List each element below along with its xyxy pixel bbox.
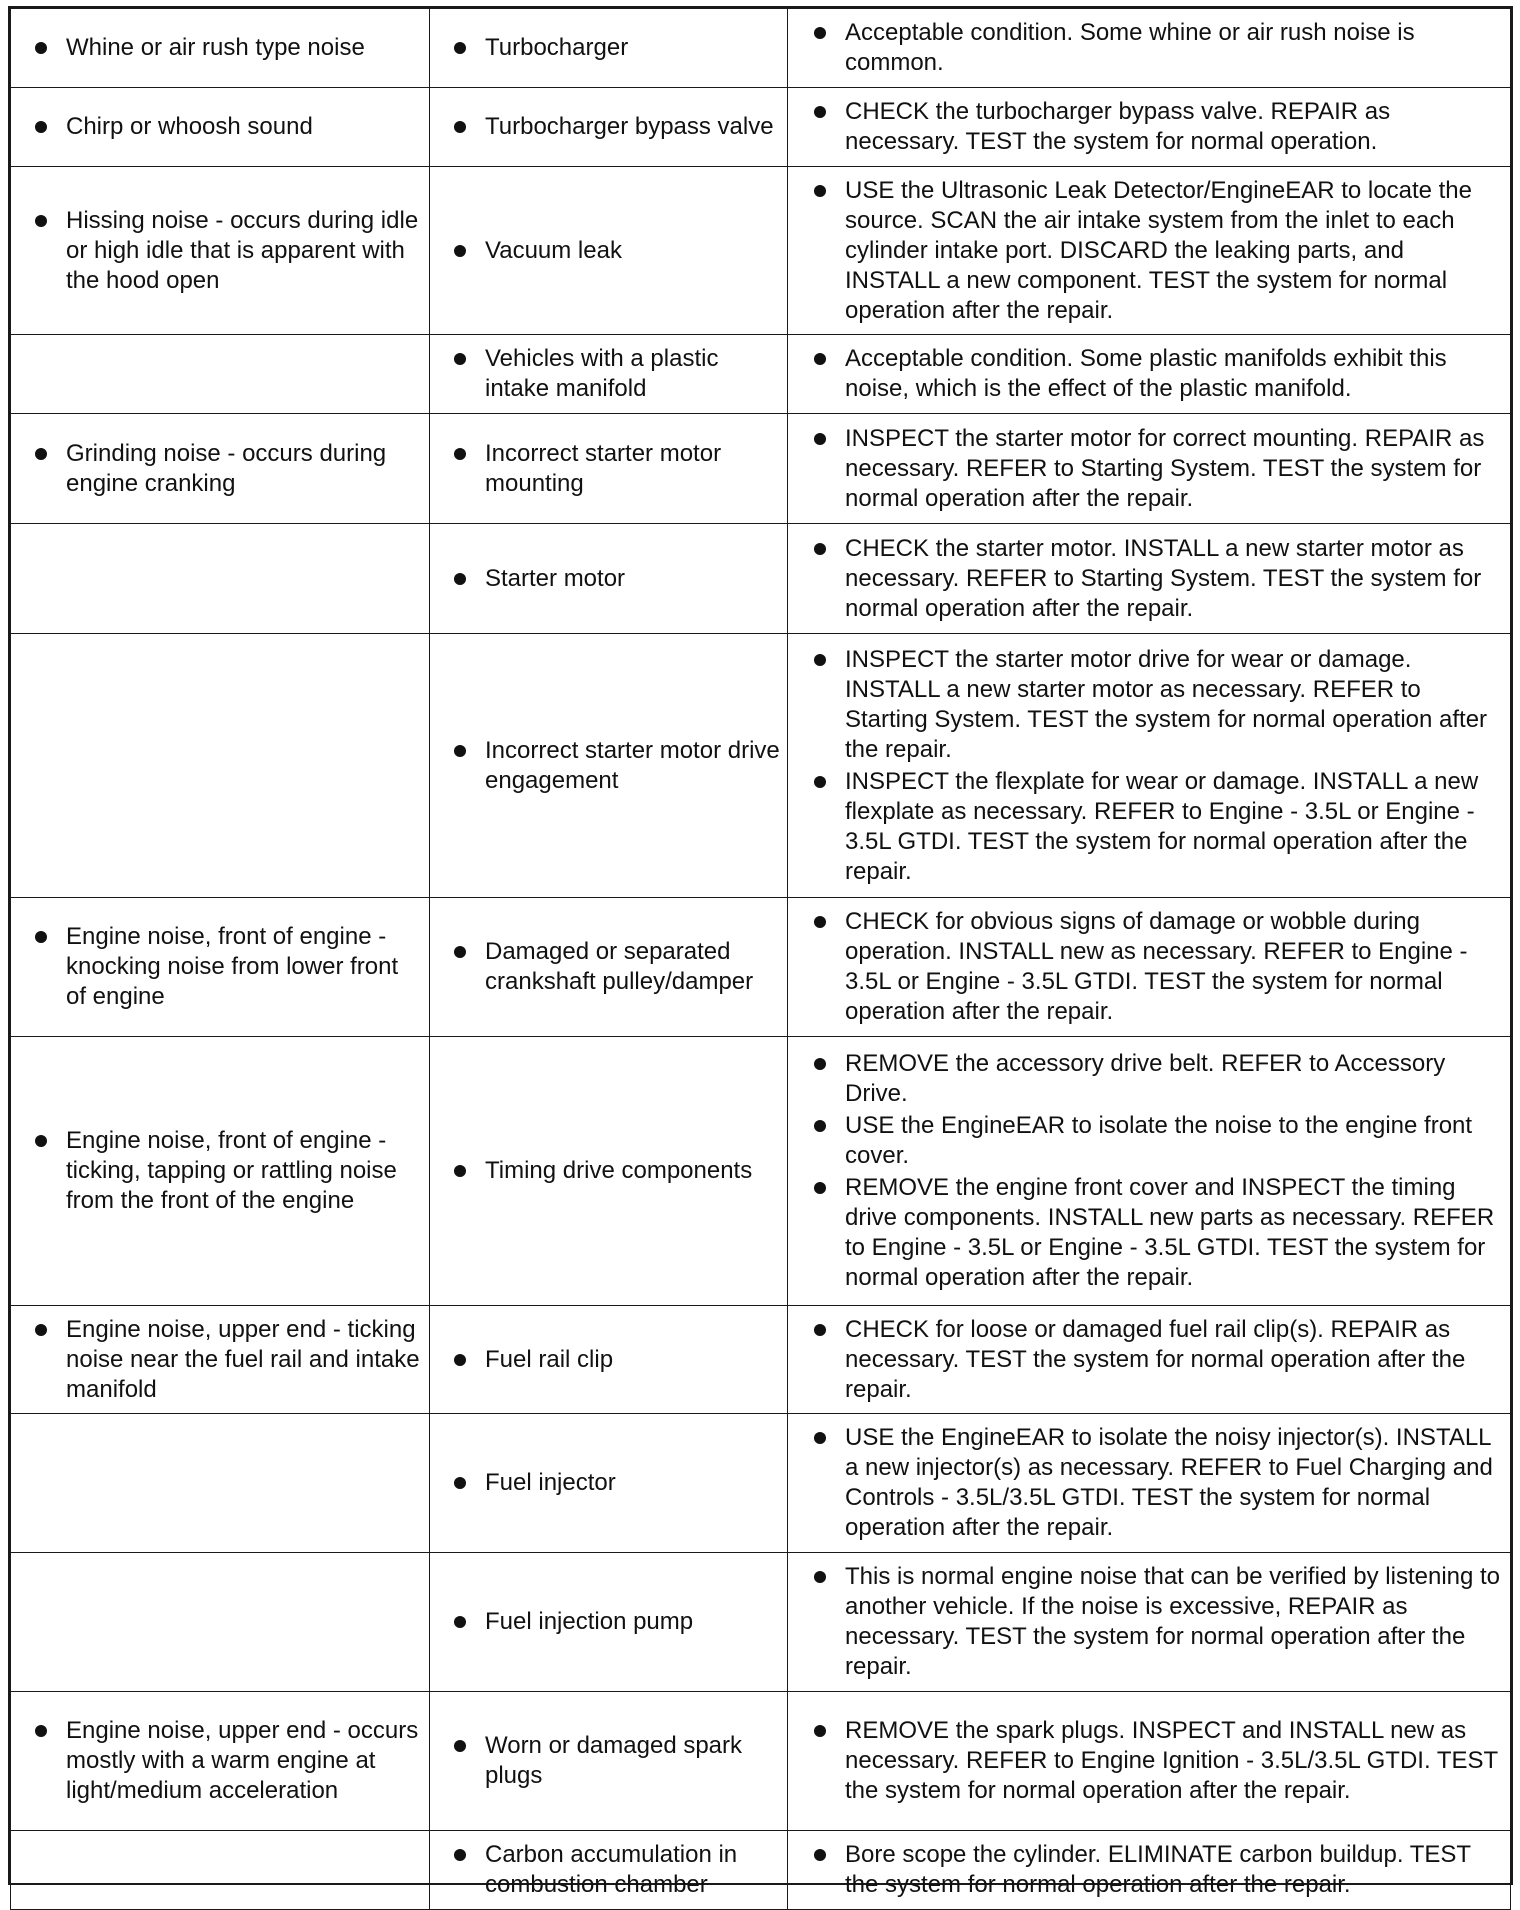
- list-item: USE the EngineEAR to isolate the noise to the engine front cover.: [788, 1111, 1504, 1171]
- action-cell: [788, 524, 1511, 634]
- list-item: Worn or damaged spark plugs: [430, 1731, 781, 1791]
- list-item: Chirp or whoosh sound: [11, 112, 423, 142]
- list-item: Starter motor: [430, 564, 781, 594]
- list-item: REMOVE the accessory drive belt. REFER to Accessory Drive.: [788, 1049, 1504, 1109]
- symptom-cell: [11, 1831, 430, 1910]
- table-row: [11, 9, 1511, 88]
- source-list: [430, 33, 781, 63]
- symptom-cell: [11, 335, 430, 414]
- symptom-cell: [11, 634, 430, 898]
- table-row: [11, 167, 1511, 335]
- action-list: [788, 1423, 1504, 1543]
- list-item: Grinding noise - occurs during engine cranking: [11, 439, 423, 499]
- list-item: Fuel rail clip: [430, 1345, 781, 1375]
- list-item: Damaged or separated crankshaft pulley/damper: [430, 937, 781, 997]
- possible-source-cell: [430, 414, 788, 524]
- list-item: Vacuum leak: [430, 236, 781, 266]
- symptom-cell: [11, 88, 430, 167]
- source-list: [430, 112, 781, 142]
- action-cell: [788, 9, 1511, 88]
- action-list: [788, 18, 1504, 78]
- action-cell: [788, 634, 1511, 898]
- possible-source-cell: [430, 898, 788, 1037]
- symptom-list: [11, 1126, 423, 1216]
- list-item: CHECK for obvious signs of damage or wobble during operation. INSTALL new as necessary. REFER to Engine - 3.5L or Engine - 3.5L GTDI. TEST the system for normal operation after the repair.: [788, 907, 1504, 1027]
- possible-source-cell: [430, 634, 788, 898]
- symptom-cell: [11, 1306, 430, 1414]
- source-list: [430, 236, 781, 266]
- list-item: INSPECT the starter motor for correct mounting. REPAIR as necessary. REFER to Starting System. TEST the system for normal operation after the repair.: [788, 424, 1504, 514]
- symptom-list: [11, 1315, 423, 1405]
- action-list: [788, 1562, 1504, 1682]
- source-list: [430, 1731, 781, 1791]
- source-list: [430, 736, 781, 796]
- list-item: Turbocharger bypass valve: [430, 112, 781, 142]
- possible-source-cell: [430, 1414, 788, 1553]
- list-item: Hissing noise - occurs during idle or high idle that is apparent with the hood open: [11, 206, 423, 296]
- action-list: [788, 344, 1504, 404]
- list-item: INSPECT the starter motor drive for wear or damage. INSTALL a new starter motor as necessary. REFER to Starting System. TEST the system for normal operation after the repair.: [788, 645, 1504, 765]
- list-item: Engine noise, upper end - occurs mostly with a warm engine at light/medium acceleration: [11, 1716, 423, 1806]
- symptom-list: [11, 439, 423, 499]
- source-list: [430, 1156, 781, 1186]
- possible-source-cell: [430, 1692, 788, 1831]
- list-item: Incorrect starter motor drive engagement: [430, 736, 781, 796]
- symptom-list: [11, 112, 423, 142]
- possible-source-cell: [430, 1831, 788, 1910]
- action-cell: [788, 1306, 1511, 1414]
- symptom-cell: [11, 9, 430, 88]
- list-item: Fuel injection pump: [430, 1607, 781, 1637]
- table-row: [11, 1037, 1511, 1306]
- list-item: CHECK the turbocharger bypass valve. REPAIR as necessary. TEST the system for normal operation.: [788, 97, 1504, 157]
- possible-source-cell: [430, 335, 788, 414]
- action-list: [788, 1840, 1504, 1900]
- list-item: Vehicles with a plastic intake manifold: [430, 344, 781, 404]
- list-item: CHECK the starter motor. INSTALL a new starter motor as necessary. REFER to Starting System. TEST the system for normal operation after the repair.: [788, 534, 1504, 624]
- action-list: [788, 907, 1504, 1027]
- symptom-cell: [11, 1037, 430, 1306]
- list-item: Acceptable condition. Some whine or air rush noise is common.: [788, 18, 1504, 78]
- action-list: [788, 645, 1504, 887]
- symptom-cell: [11, 167, 430, 335]
- action-cell: [788, 335, 1511, 414]
- action-list: [788, 1716, 1504, 1806]
- symptom-cell: [11, 1414, 430, 1553]
- table-row: [11, 414, 1511, 524]
- symptom-cell: [11, 898, 430, 1037]
- list-item: INSPECT the flexplate for wear or damage. INSTALL a new flexplate as necessary. REFER to Engine - 3.5L or Engine - 3.5L GTDI. TEST the system for normal operation after the repair.: [788, 767, 1504, 887]
- action-cell: [788, 88, 1511, 167]
- list-item: Acceptable condition. Some plastic manifolds exhibit this noise, which is the effect of the plastic manifold.: [788, 344, 1504, 404]
- table-row: [11, 634, 1511, 898]
- symptom-cell: [11, 1553, 430, 1692]
- action-list: [788, 534, 1504, 624]
- possible-source-cell: [430, 1306, 788, 1414]
- list-item: Engine noise, front of engine - knocking noise from lower front of engine: [11, 922, 423, 1012]
- table-row: [11, 1306, 1511, 1414]
- source-list: [430, 1468, 781, 1498]
- source-list: [430, 439, 781, 499]
- list-item: Carbon accumulation in combustion chamber: [430, 1840, 781, 1900]
- list-item: Whine or air rush type noise: [11, 33, 423, 63]
- list-item: Incorrect starter motor mounting: [430, 439, 781, 499]
- action-list: [788, 1315, 1504, 1405]
- table-row: [11, 898, 1511, 1037]
- action-cell: [788, 1831, 1511, 1910]
- diagnostic-sheet: [8, 6, 1513, 1898]
- table-row: [11, 88, 1511, 167]
- list-item: Bore scope the cylinder. ELIMINATE carbon buildup. TEST the system for normal operation after the repair.: [788, 1840, 1504, 1900]
- list-item: Turbocharger: [430, 33, 781, 63]
- possible-source-cell: [430, 524, 788, 634]
- source-list: [430, 564, 781, 594]
- possible-source-cell: [430, 9, 788, 88]
- action-cell: [788, 1692, 1511, 1831]
- list-item: This is normal engine noise that can be verified by listening to another vehicle. If the noise is excessive, REPAIR as necessary. TEST the system for normal operation after the repair.: [788, 1562, 1504, 1682]
- action-cell: [788, 1037, 1511, 1306]
- possible-source-cell: [430, 167, 788, 335]
- table-row: [11, 524, 1511, 634]
- source-list: [430, 1607, 781, 1637]
- possible-source-cell: [430, 88, 788, 167]
- table-row: [11, 335, 1511, 414]
- symptom-chart-body: [11, 9, 1511, 1910]
- list-item: CHECK for loose or damaged fuel rail clip(s). REPAIR as necessary. TEST the system for normal operation after the repair.: [788, 1315, 1504, 1405]
- list-item: Engine noise, front of engine - ticking, tapping or rattling noise from the front of the engine: [11, 1126, 423, 1216]
- list-item: Timing drive components: [430, 1156, 781, 1186]
- source-list: [430, 1840, 781, 1900]
- action-list: [788, 97, 1504, 157]
- list-item: Fuel injector: [430, 1468, 781, 1498]
- list-item: Engine noise, upper end - ticking noise near the fuel rail and intake manifold: [11, 1315, 423, 1405]
- table-row: [11, 1553, 1511, 1692]
- symptom-cell: [11, 524, 430, 634]
- possible-source-cell: [430, 1037, 788, 1306]
- action-cell: [788, 1553, 1511, 1692]
- symptom-list: [11, 1716, 423, 1806]
- symptom-list: [11, 33, 423, 63]
- action-list: [788, 176, 1504, 326]
- list-item: REMOVE the engine front cover and INSPECT the timing drive components. INSTALL new parts as necessary. REFER to Engine - 3.5L or Engine - 3.5L GTDI. TEST the system for normal operation after the repair.: [788, 1173, 1504, 1293]
- action-cell: [788, 1414, 1511, 1553]
- symptom-list: [11, 922, 423, 1012]
- action-cell: [788, 898, 1511, 1037]
- symptom-chart-table: [10, 8, 1511, 1910]
- symptom-cell: [11, 1692, 430, 1831]
- table-row: [11, 1831, 1511, 1910]
- list-item: USE the EngineEAR to isolate the noisy injector(s). INSTALL a new injector(s) as necessary. REFER to Fuel Charging and Controls - 3.5L/3.5L GTDI. TEST the system for normal operation after the repair.: [788, 1423, 1504, 1543]
- action-cell: [788, 167, 1511, 335]
- list-item: REMOVE the spark plugs. INSPECT and INSTALL new as necessary. REFER to Engine Ignition - 3.5L/3.5L GTDI. TEST the system for normal operation after the repair.: [788, 1716, 1504, 1806]
- source-list: [430, 937, 781, 997]
- action-list: [788, 424, 1504, 514]
- action-list: [788, 1049, 1504, 1293]
- symptom-cell: [11, 414, 430, 524]
- source-list: [430, 344, 781, 404]
- action-cell: [788, 414, 1511, 524]
- list-item: USE the Ultrasonic Leak Detector/EngineEAR to locate the source. SCAN the air intake system from the inlet to each cylinder intake port. DISCARD the leaking parts, and INSTALL a new component. TEST the system for normal operation after the repair.: [788, 176, 1504, 326]
- table-row: [11, 1414, 1511, 1553]
- possible-source-cell: [430, 1553, 788, 1692]
- source-list: [430, 1345, 781, 1375]
- table-row: [11, 1692, 1511, 1831]
- symptom-list: [11, 206, 423, 296]
